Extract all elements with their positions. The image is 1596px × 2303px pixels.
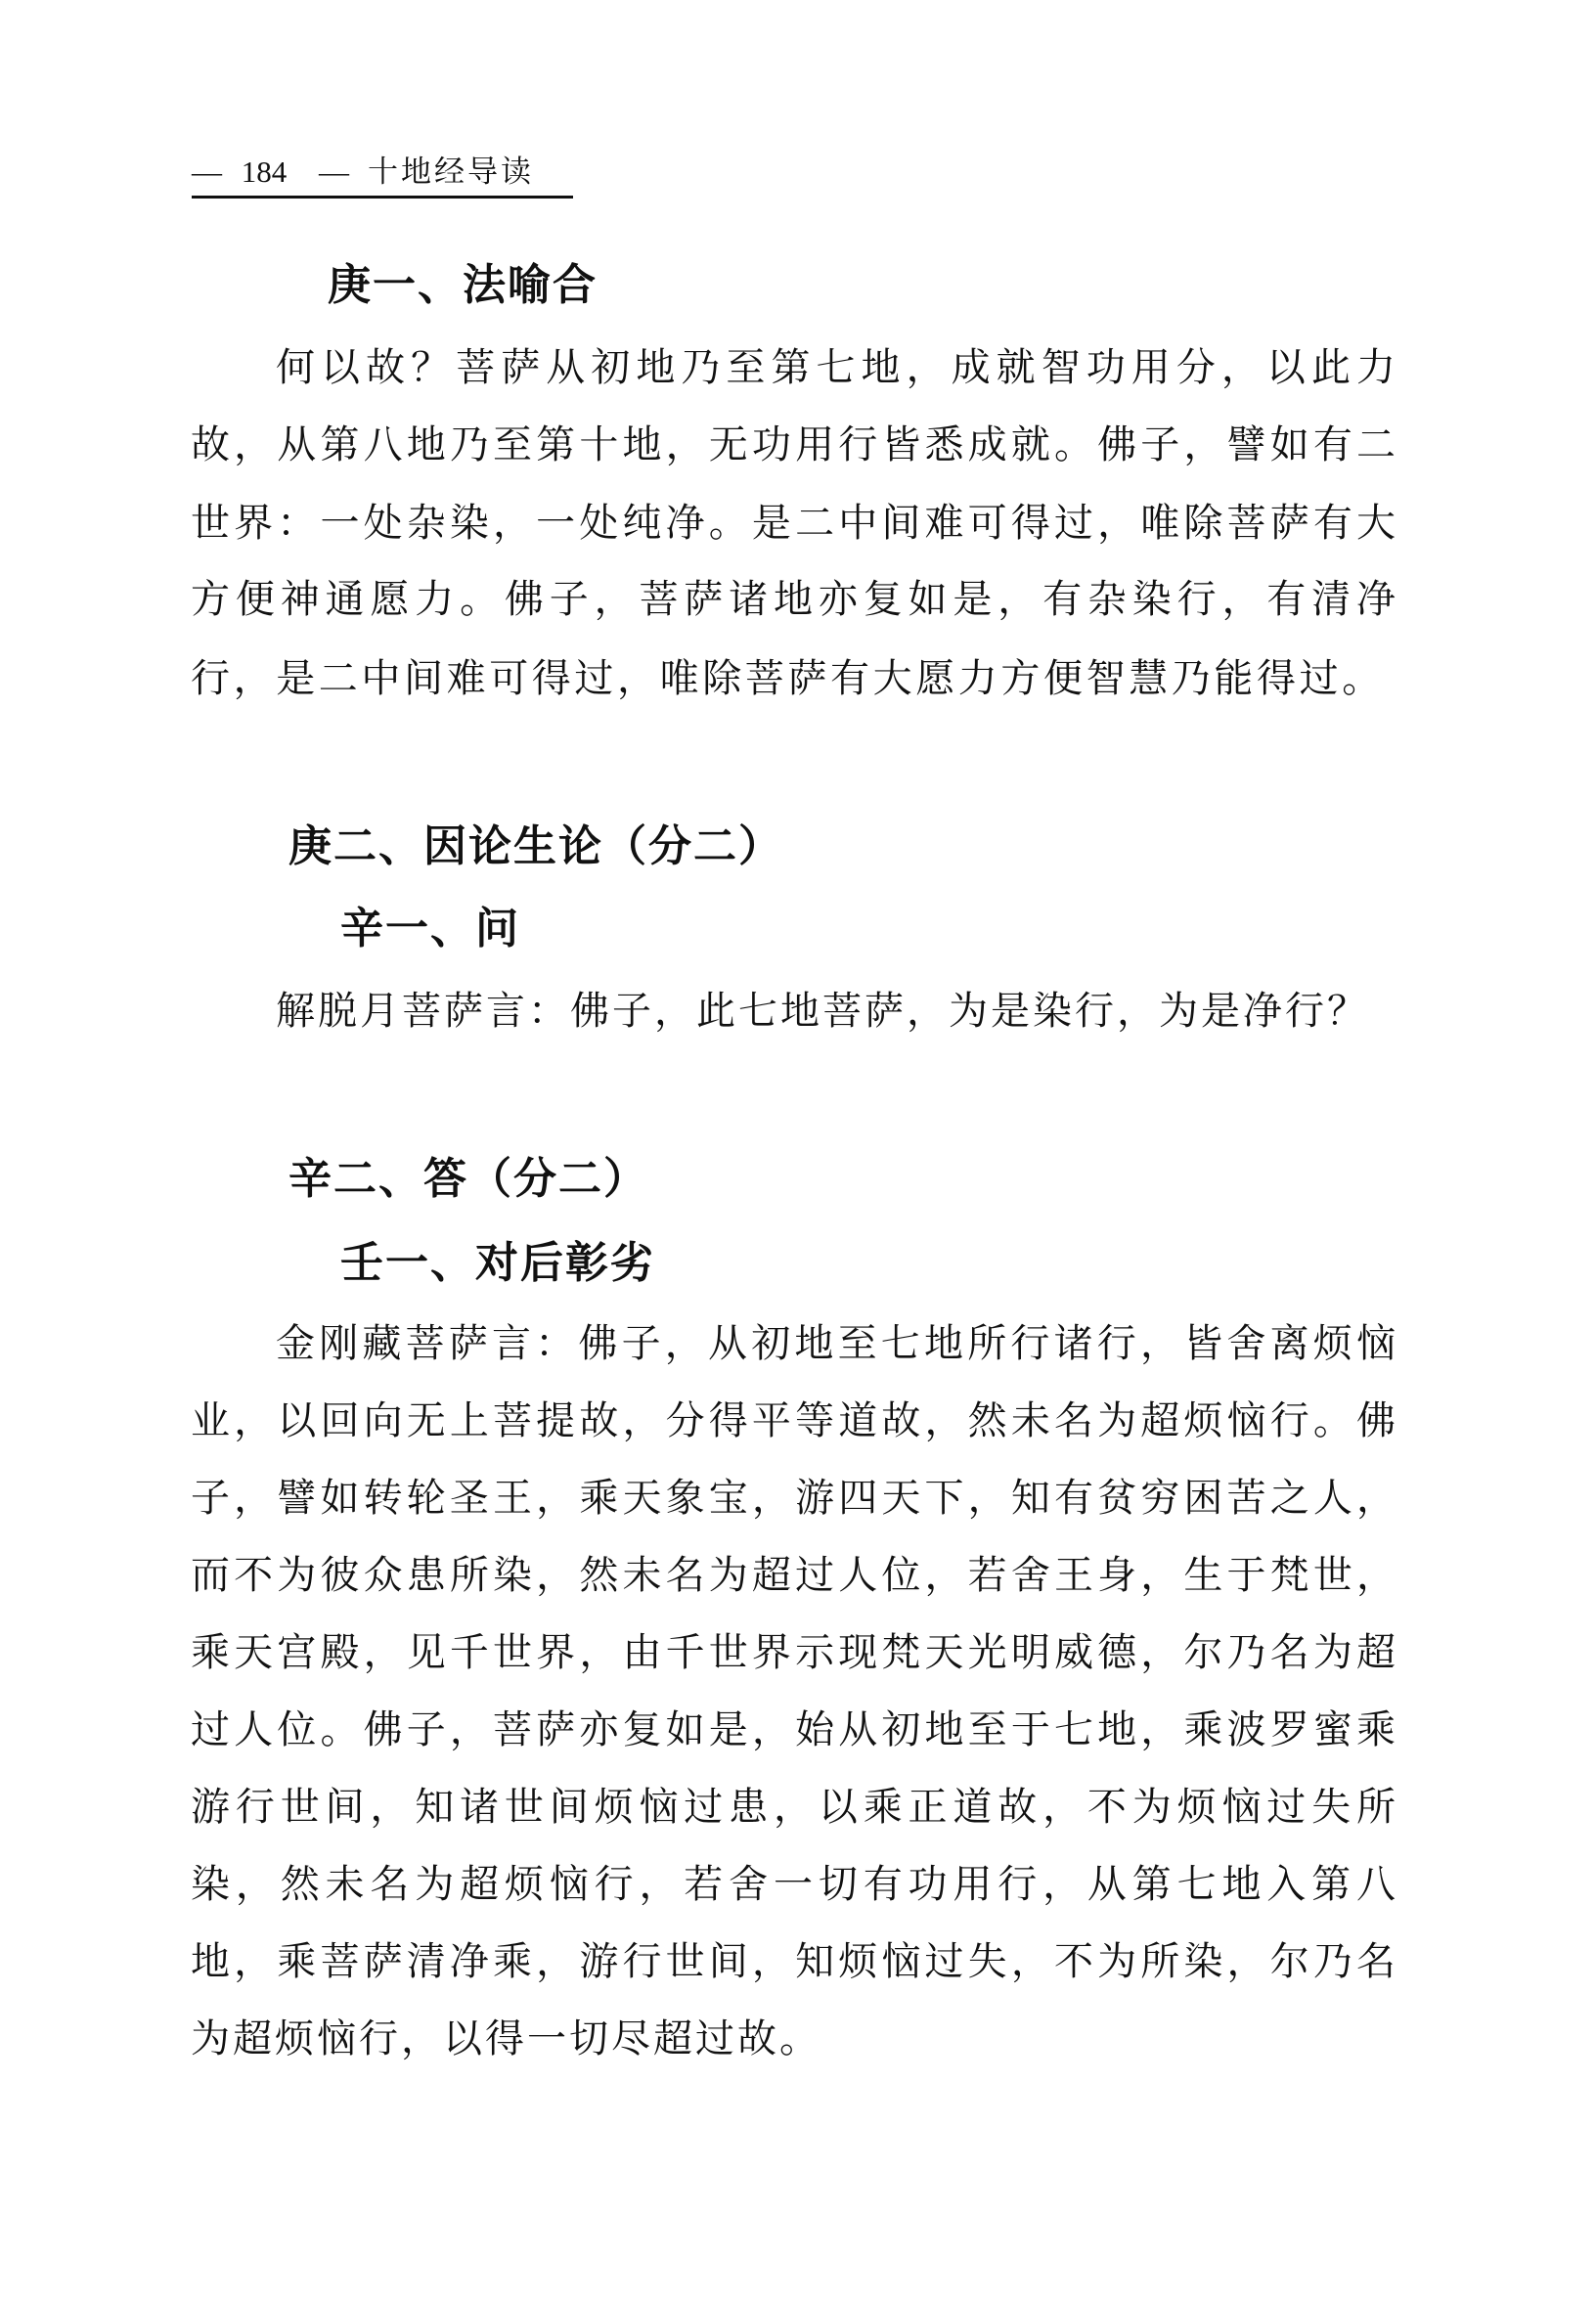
header-dash-right: — xyxy=(319,155,349,189)
paragraph-line: 乘天宫殿，见千世界，由千世界示现梵天光明威德，尔乃名为超 xyxy=(191,1630,1396,1675)
paragraph-line: 行，是二中间难可得过，唯除菩萨有大愿力方便智慧乃能得过。 xyxy=(191,656,1385,701)
paragraph-line: 为超烦恼行，以得一切尽超过故。 xyxy=(191,2016,821,2061)
section-heading-ren1: 壬一、对后彰劣 xyxy=(340,1238,655,1288)
paragraph-line: 世界：一处杂染，一处纯净。是二中间难可得过，唯除菩萨有大 xyxy=(191,501,1396,546)
paragraph-line: 染，然未名为超烦恼行，若舍一切有功用行，从第七地入第八 xyxy=(191,1862,1396,1907)
section-heading-xin1: 辛一、问 xyxy=(340,904,520,953)
paragraph-line: 解脱月菩萨言：佛子，此七地菩萨，为是染行，为是净行？ xyxy=(276,989,1369,1034)
paragraph-line: 方便神通愿力。佛子，菩萨诸地亦复如是，有杂染行，有清净 xyxy=(191,577,1396,622)
paragraph-line: 金刚藏菩萨言：佛子，从初地至七地所行诸行，皆舍离烦恼 xyxy=(276,1321,1396,1366)
section-heading-geng1: 庚一、法喻合 xyxy=(328,260,598,310)
paragraph-line: 故，从第八地乃至第十地，无功用行皆悉成就。佛子，譬如有二 xyxy=(191,422,1396,467)
paragraph-line: 地，乘菩萨清净乘，游行世间，知烦恼过失，不为所染，尔乃名 xyxy=(191,1939,1396,1984)
section-heading-geng2: 庚二、因论生论（分二） xyxy=(288,821,783,871)
paragraph-line: 业，以回向无上菩提故，分得平等道故，然未名为超烦恼行。佛 xyxy=(191,1398,1396,1443)
section-heading-xin2: 辛二、答（分二） xyxy=(288,1154,648,1204)
paragraph-line: 子，譬如转轮圣王，乘天象宝，游四天下，知有贫穷困苦之人， xyxy=(191,1476,1396,1521)
paragraph-line: 而不为彼众患所染，然未名为超过人位，若舍王身，生于梵世， xyxy=(191,1553,1396,1598)
paragraph-line: 游行世间，知诸世间烦恼过患，以乘正道故，不为烦恼过失所 xyxy=(191,1785,1396,1830)
paragraph-line: 过人位。佛子，菩萨亦复如是，始从初地至于七地，乘波罗蜜乘 xyxy=(191,1707,1396,1752)
running-header xyxy=(192,153,573,199)
book-title: 十地经导读 xyxy=(368,155,534,189)
page-number: 184 xyxy=(241,155,288,189)
header-dash-left: — xyxy=(192,155,222,189)
paragraph-line: 何以故？菩萨从初地乃至第七地，成就智功用分，以此力 xyxy=(276,345,1396,390)
